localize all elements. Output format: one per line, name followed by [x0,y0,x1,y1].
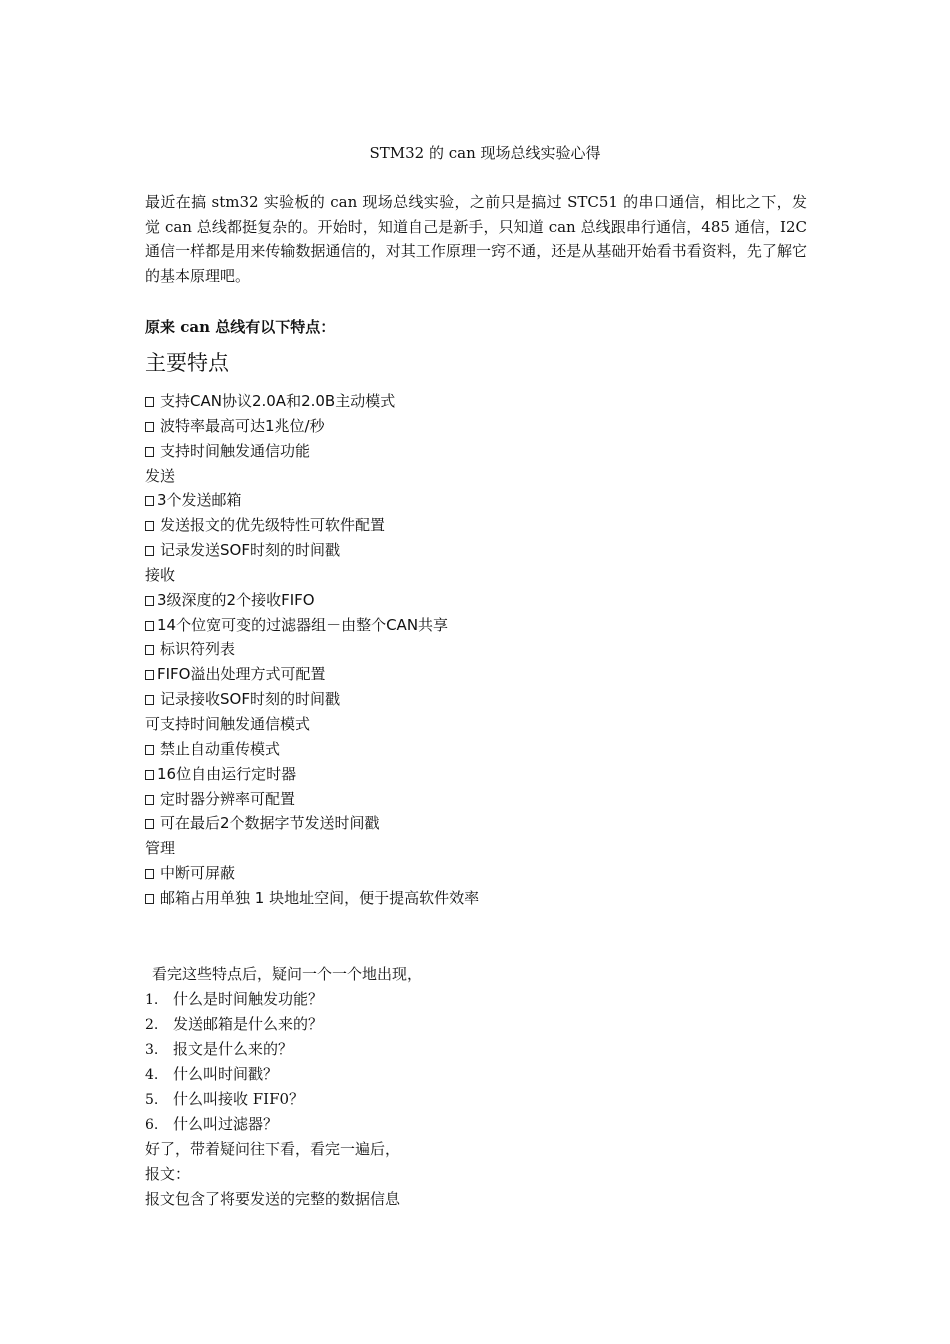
feature-section-label [145,464,785,489]
bullet-box-icon [145,422,154,432]
feature-section-label [145,712,785,737]
question-item [145,1062,785,1087]
feature-item [145,613,785,638]
feature-text: 支持CAN协议2.0A和2.0B主动模式 [160,392,396,410]
feature-section-label [145,563,785,588]
bullet-box-icon [145,819,154,829]
feature-text: 接收 [145,565,176,584]
question-item [145,1037,785,1062]
question-item [145,987,785,1012]
bullet-box-icon [145,645,154,655]
feature-text: 发送 [145,466,176,485]
feature-item [145,637,785,662]
bullet-box-icon [145,770,154,780]
question-number: 2. [145,1017,159,1033]
feature-item [145,662,785,687]
feature-item [145,538,785,563]
question-text: 报文是什么来的？ [173,1040,294,1058]
closing-lines [145,1137,785,1212]
bullet-box-icon [145,795,154,805]
feature-text: 邮箱占用单独 1 块地址空间，便于提高软件效率 [160,888,480,907]
question-item [145,1012,785,1037]
intro-paragraph: 最近在搞 stm32 实验板的 can 现场总线实验，之前只是搞过 STC51 的串口通信，相比之下，发觉 can 总线都挺复杂的。开始时，知道自己是新手，只知道 can 总线跟串行通信，485 通信，I2C 通信一样都是用来传输数据通信的，对其工作原理一窍不通，还是从基础开始看书看资料，先了解它的基本原理吧。 [145,193,807,285]
closing-line: 报文包含了将要发送的完整的数据信息 [145,1190,401,1208]
question-number: 6. [145,1117,159,1133]
features-title: 主要特点 [145,351,229,375]
feature-item [145,389,785,414]
questions-section [145,962,785,1212]
question-item [145,1087,785,1112]
bullet-box-icon [145,521,154,531]
feature-item [145,811,785,836]
feature-text: 记录接收SOF时刻的时间戳 [160,690,340,709]
feature-text: 支持时间触发通信功能 [160,441,311,460]
feature-item [145,588,785,613]
question-text: 什么叫过滤器？ [173,1115,279,1133]
bullet-box-icon [145,447,154,457]
question-text: 什么叫时间戳？ [173,1065,279,1083]
bullet-box-icon [145,869,154,879]
features-intro-heading: 原来 can 总线有以下特点： [145,318,336,336]
question-text: 什么叫接收 FIF0？ [173,1090,305,1108]
questions-intro: 看完这些特点后，疑问一个一个地出现， [152,965,423,983]
feature-text: 禁止自动重传模式 [160,739,281,758]
feature-text: FIFO溢出处理方式可配置 [157,665,326,684]
feature-item [145,886,785,911]
feature-text: 定时器分辨率可配置 [160,789,296,808]
bullet-box-icon [145,397,154,407]
document-title: STM32 的 can 现场总线实验心得 [369,144,601,162]
bullet-box-icon [145,695,154,705]
features-list [145,389,785,911]
feature-text: 发送报文的优先级特性可软件配置 [160,516,386,535]
feature-text: 记录发送SOF时刻的时间戳 [160,541,340,560]
feature-text: 16位自由运行定时器 [157,764,297,783]
feature-item [145,513,785,538]
question-number: 4. [145,1067,159,1083]
question-number: 5. [145,1092,159,1108]
closing-line: 报文： [145,1165,191,1183]
question-number: 1. [145,992,159,1008]
feature-text: 管理 [145,839,176,858]
closing-line: 好了，带着疑问往下看，看完一遍后， [145,1140,401,1158]
feature-item [145,439,785,464]
bullet-box-icon [145,496,154,506]
feature-section-label [145,836,785,861]
feature-item [145,861,785,886]
feature-text: 中断可屏蔽 [160,864,236,883]
question-number: 3. [145,1042,159,1058]
feature-text: 14个位宽可变的过滤器组－由整个CAN共享 [157,615,449,634]
feature-text: 标识符列表 [160,640,236,659]
questions-list [145,987,785,1137]
feature-item [145,687,785,712]
bullet-box-icon [145,596,154,606]
feature-text: 3个发送邮箱 [157,491,242,510]
bullet-box-icon [145,745,154,755]
feature-item [145,488,785,513]
bullet-box-icon [145,546,154,556]
feature-item [145,787,785,812]
question-text: 发送邮箱是什么来的？ [173,1015,324,1033]
bullet-box-icon [145,670,154,680]
feature-text: 波特率最高可达1兆位/秒 [160,416,325,435]
feature-text: 可支持时间触发通信模式 [145,714,311,733]
feature-item [145,762,785,787]
feature-text: 可在最后2个数据字节发送时间戳 [160,814,380,833]
bullet-box-icon [145,621,154,631]
question-text: 什么是时间触发功能？ [173,990,324,1008]
feature-text: 3级深度的2个接收FIFO [157,590,315,609]
feature-item [145,414,785,439]
bullet-box-icon [145,894,154,904]
feature-item [145,737,785,762]
question-item [145,1112,785,1137]
